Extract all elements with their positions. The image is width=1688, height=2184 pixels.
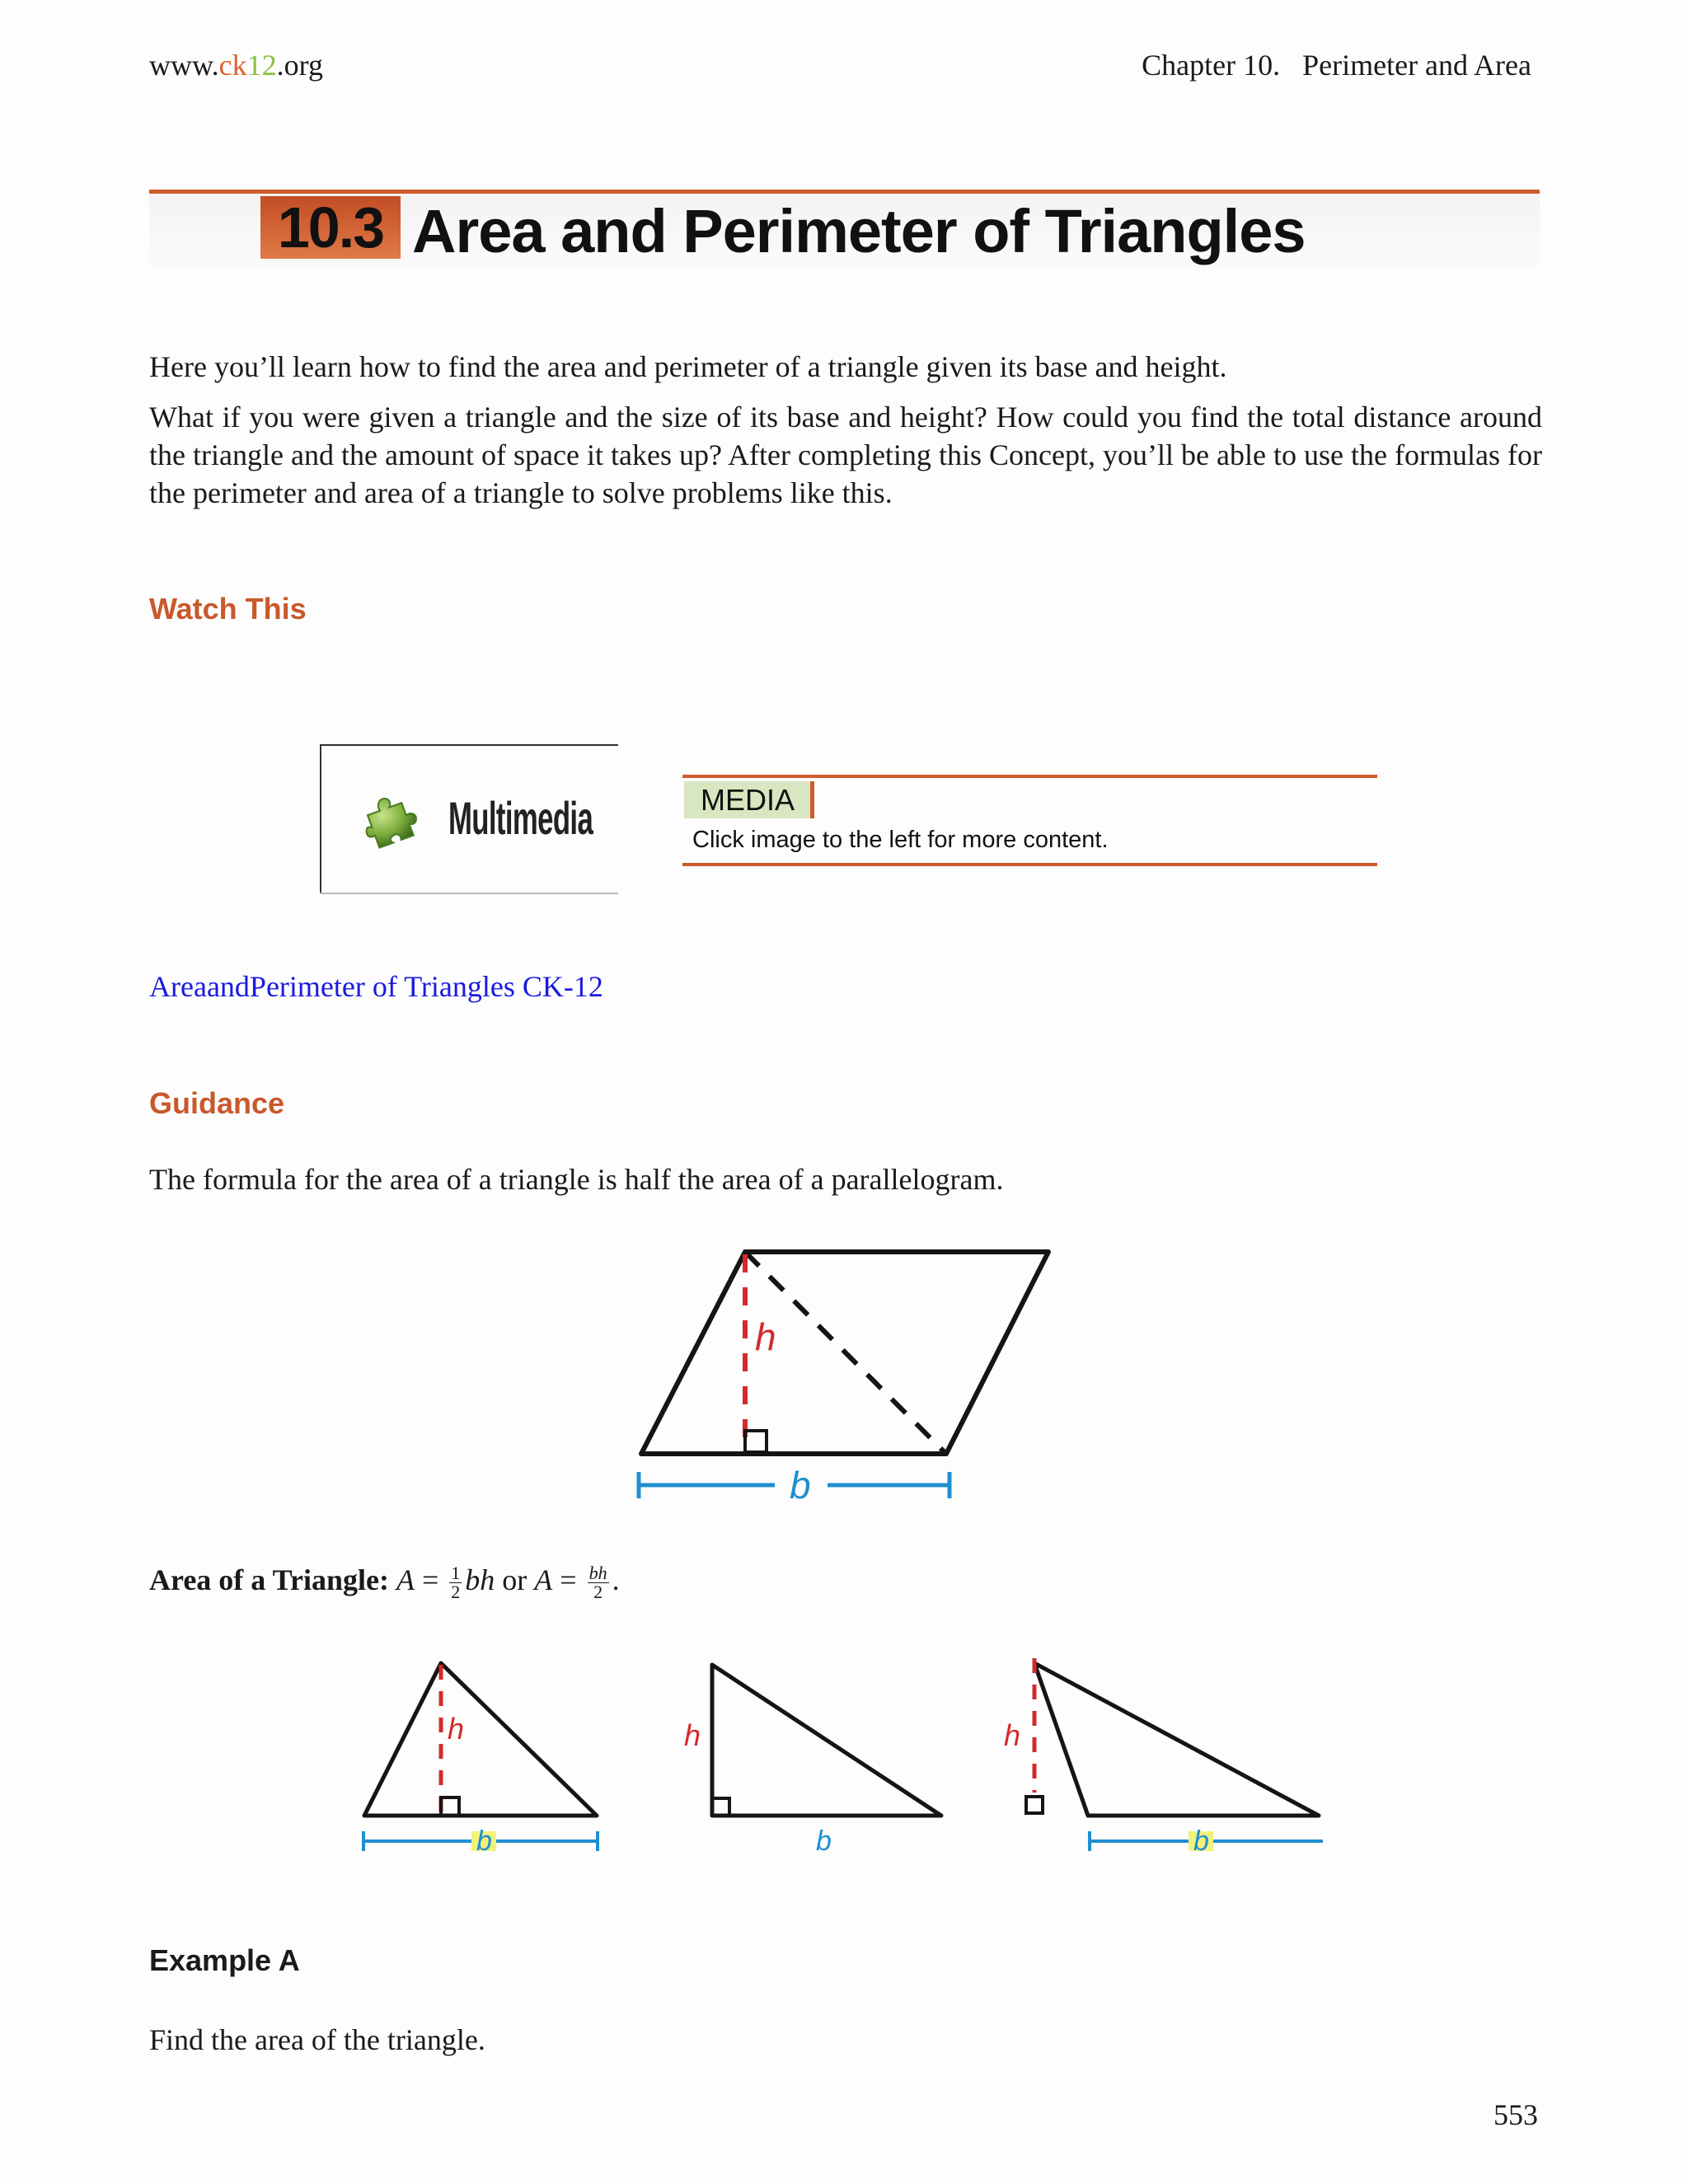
media-caption: Click image to the left for more content. [692,827,1109,853]
section-number: 10.3 [260,196,401,259]
multimedia-label: Multimedia [448,792,593,844]
site-url: www.ck12.org [149,49,323,82]
right-height-label: h [684,1718,701,1752]
watch-this-heading: Watch This [149,592,307,626]
formula-label: Area of a Triangle: [149,1563,389,1596]
example-a-text: Find the area of the triangle. [149,2023,485,2056]
triangles-figure [346,1648,1335,1875]
intro-paragraph-1: Here you’ll learn how to find the area and perimeter of a triangle given its base and height. [149,350,1227,383]
parallelogram-figure [626,1243,1071,1519]
guidance-heading: Guidance [149,1086,285,1120]
page-number: 553 [1493,2098,1538,2131]
acute-triangle [364,1663,597,1816]
guidance-text: The formula for the area of a triangle is half the area of a parallelogram. [149,1163,1004,1196]
right-triangle-angle-mark [712,1798,729,1816]
thumbnail-border-left [320,744,321,894]
obtuse-base-label: b [1193,1825,1209,1857]
right-angle-mark [745,1431,767,1452]
fraction-bh-over-2: $\frac{bh}{2}$ [588,1563,607,1603]
media-tag: MEDIA [684,781,814,818]
triangles-svg [346,1648,1335,1871]
parallelogram-svg [626,1243,1071,1515]
media-rule-top [682,775,1377,778]
intro-paragraph-2: What if you were given a triangle and the size of its base and height? How could you find the total distance around the triangle and the amount of space it takes up? After completing this Concept, you’ll be able to use the formulas for the perimeter and area of a triangle to solve problems like this. [149,401,1542,509]
height-label: h [755,1315,776,1358]
right-triangle [712,1665,941,1816]
chapter-title: Chapter 10. Perimeter and Area [1142,49,1531,82]
base-label: b [790,1464,811,1507]
fraction-one-half: $\frac{1}{2}$ [451,1563,461,1603]
thumbnail-border-top [320,744,618,746]
obtuse-triangle [1034,1663,1319,1816]
video-link[interactable]: AreaandPerimeter of Triangles CK-12 [149,970,603,1003]
obtuse-right-angle [1026,1797,1043,1813]
thumbnail-border-bottom [320,893,618,894]
acute-base-label: b [476,1825,492,1857]
area-formula: Area of a Triangle: A = $\frac{1}{2}$ bh or A = $\frac{bh}{2}$ . [149,1563,620,1603]
obtuse-height-label: h [1004,1718,1021,1752]
acute-height-label: h [448,1712,465,1746]
example-a-heading: Example A [149,1943,300,1977]
right-base-label: b [816,1825,832,1857]
section-title: Area and Perimeter of Triangles [412,197,1306,265]
media-rule-bottom [682,863,1377,866]
acute-right-angle [441,1797,459,1816]
puzzle-piece-icon [359,790,422,856]
